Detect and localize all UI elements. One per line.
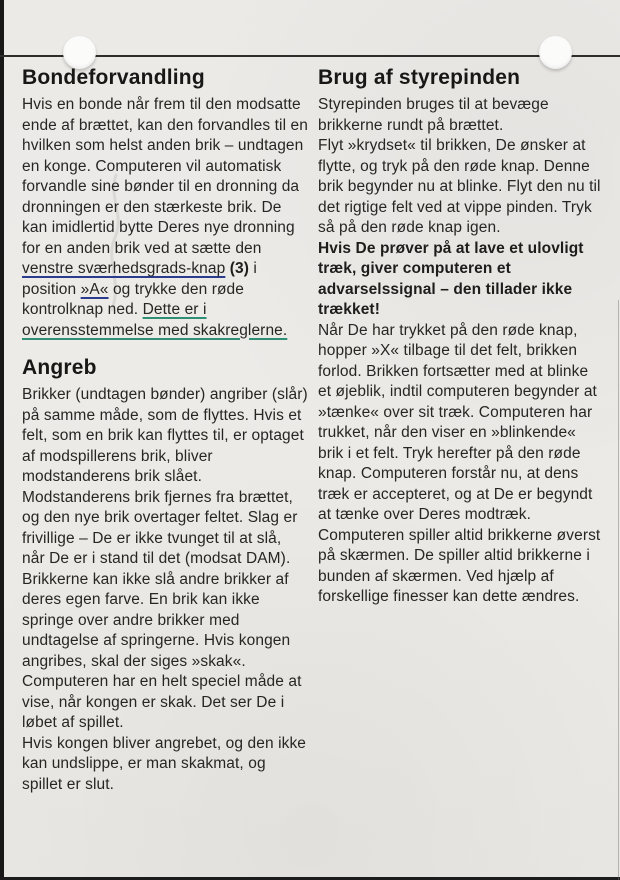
paragraph-promotion bbox=[22, 95, 308, 341]
left-column bbox=[22, 66, 308, 795]
page-right-edge-shadow bbox=[618, 300, 619, 880]
bold-ref-3: (3) bbox=[229, 260, 250, 277]
heading-angreb: Angreb bbox=[22, 356, 97, 379]
paragraph-capture-rules: Brikkerne kan ikke slå andre brikker af deres egen farve. En brik kan ikke springe over andre brikker med undtagelse af springerne. Hvis kongen angribes, skal der siges »skak«. Computeren har en helt speciel måde at vise, når kongen er skak. Det ser De i løbet af spillet. bbox=[22, 570, 302, 731]
text-run: i position bbox=[22, 260, 257, 298]
punch-hole-left-icon bbox=[63, 36, 96, 69]
paragraph-computer-move: Når De har trykket på den røde knap, hopper »X« tilbage til det felt, brikken forlod. Brikken fortsætter med at blinke et øjeblik, indtil computeren begynder at »tænke« over sit træk. Computeren har trukket, når den viser en »blinkende« brik i et felt. Tryk herefter på den røde knap. Computeren forstår nu, at dens træk er accepteret, og at De er begyndt at tænke over Deres modtræk. bbox=[318, 321, 597, 523]
underlined-text-green: Dette er i overensstemmelse med skakreglerne. bbox=[22, 301, 288, 339]
text-run: Hvis en bonde når frem til den modsatte ende af brættet, kan den forvandles til en hvilken som helst anden brik – undtagen en konge. Computeren vil automatisk forvandle sine bønder til en dronning da dronningen er den stærkeste brik. De kan imidlertid bytte Deres nye dronning for en anden brik ved at sætte den bbox=[22, 96, 308, 257]
heading-styrepinden: Brug af styrepinden bbox=[318, 66, 521, 89]
underlined-text-blue: venstre sværhedsgrads-knap bbox=[22, 260, 226, 277]
paragraph-board-orientation: Computeren spiller altid brikkerne øverst på skærmen. De spiller altid brikkerne i bunden af skærmen. Ved hjælp af forskellige finesser kan dette ændres. bbox=[318, 526, 601, 605]
text-run: og trykke den røde kontrolknap ned. bbox=[22, 280, 244, 318]
paragraph-checkmate: Hvis kongen bliver angrebet, og den ikke kan undslippe, er man skakmat, og spillet er slut. bbox=[22, 734, 307, 793]
paragraph-joystick-intro: Styrepinden bruges til at bevæge brikkerne rundt på brættet. bbox=[318, 96, 549, 134]
right-column bbox=[318, 66, 604, 608]
heading-bondeforvandling: Bondeforvandling bbox=[22, 66, 205, 89]
scan-left-edge bbox=[0, 0, 4, 880]
paragraph-illegal-move-warning: Hvis De prøver på at lave et ulovligt træk, giver computeren et advarselssignal – den tillader ikke trækket! bbox=[318, 239, 584, 318]
punch-hole-right-icon bbox=[539, 36, 572, 69]
paragraph-attack-rules: Brikker (undtagen bønder) angriber (slår) på samme måde, som de flyttes. Hvis et felt, som en brik kan flyttes til, er optaget af modspillerens brik, bliver modstanderens brik slået. Modstanderens brik fjernes fra brættet, og den nye brik overtager feltet. Slag er frivillige – De er ikke tvunget til at slå, når De er i stand til det (modsat DAM). bbox=[22, 386, 308, 567]
paragraph-move-cross: Flyt »krydset« til brikken, De ønsker at flytte, og tryk på den røde knap. Denne brik begynder nu at blinke. Flyt den nu til det rigtige felt ved at vippe pinden. Tryk så på den røde knap igen. bbox=[318, 137, 601, 236]
underlined-text-blue: »A« bbox=[80, 280, 109, 298]
